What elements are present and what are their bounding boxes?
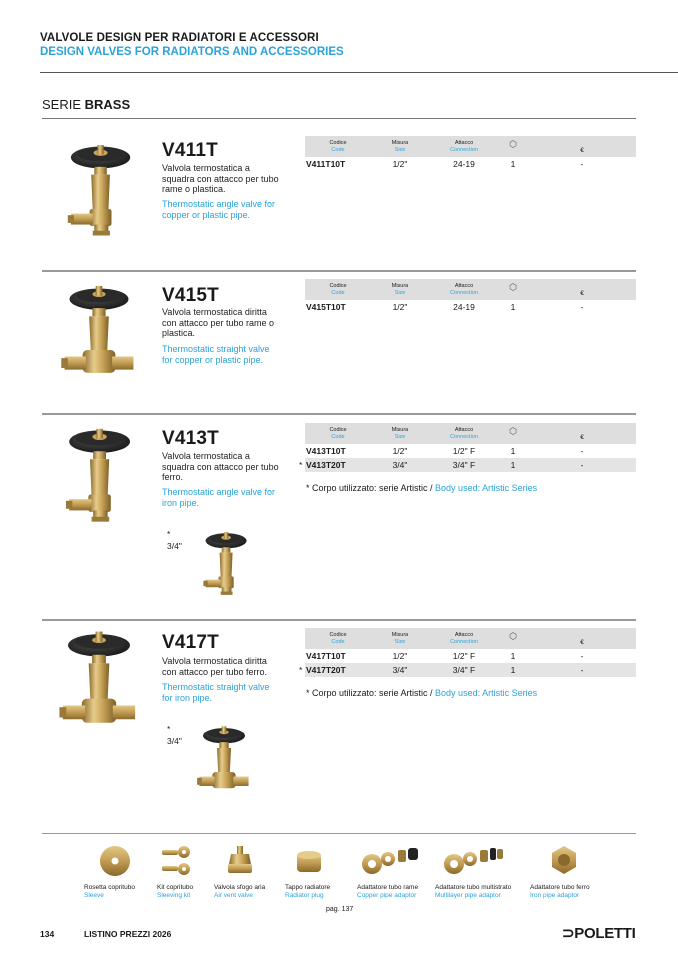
product-table: [299, 628, 636, 677]
col-size: Misura Size: [391, 140, 409, 153]
accessory-label: Adattatore tubo ferro Iron pipe adaptor: [530, 884, 590, 899]
accessory-label: Tappo radiatore Radiator plug: [285, 884, 331, 899]
sleeve-image: [98, 844, 132, 878]
col-connection: Attacco Connection: [450, 140, 478, 153]
valve-v411t-image: [60, 134, 138, 248]
product-description-en: Thermostatic straight valve for copper or plastic pipe.: [162, 344, 270, 365]
table-row: * V413T20T 3/4" 3/4" F 1 -: [305, 458, 636, 472]
page-number: 134: [40, 929, 55, 939]
table-header: [305, 136, 636, 157]
variant-size-label: * 3/4": [167, 529, 182, 551]
box-icon: ⬡: [509, 282, 517, 292]
col-code: Codice Code: [329, 140, 347, 153]
multilayer-pipe-adaptor-image: [442, 844, 508, 878]
product-code: V415T: [162, 285, 219, 306]
body-note: * Corpo utilizzato: serie Artistic / Body used: Artistic Series: [306, 688, 538, 698]
product-description-en: Thermostatic straight valve for iron pipe.: [162, 682, 270, 703]
accessory-label: Kit copritubo Sleeving kit: [157, 884, 194, 899]
air-vent-valve-image: [226, 844, 254, 878]
sleeving-kit-image: [160, 844, 192, 878]
product-description-it: Valvola termostatica diritta con attacco per tubo ferro.: [162, 656, 268, 677]
series-heading: SERIE BRASS: [42, 97, 131, 112]
page-title-en: DESIGN VALVES FOR RADIATORS AND ACCESSORIES: [40, 46, 344, 58]
box-icon: ⬡: [509, 139, 517, 149]
copper-pipe-adaptor-image: [360, 844, 422, 878]
logo-icon: ⊃: [562, 925, 575, 942]
brand-logo: ⊃POLETTI: [562, 925, 636, 942]
product-table: [305, 136, 636, 171]
header-divider: [40, 72, 678, 73]
product-description-en: Thermostatic angle valve for iron pipe.: [162, 487, 276, 508]
col-price: €: [580, 147, 584, 154]
valve-v417t20t-image: [192, 724, 256, 800]
accessories-divider: [42, 833, 636, 834]
valve-v417t-image: [56, 627, 142, 741]
accessory-label: Adattatore tubo rame Copper pipe adaptor: [357, 884, 419, 899]
page-reference: pag. 137: [326, 906, 354, 913]
product-description-en: Thermostatic angle valve for copper or plastic pipe.: [162, 199, 276, 220]
series-name: BRASS: [84, 97, 131, 112]
table-row: * V417T20T 3/4" 3/4" F 1 -: [305, 663, 636, 677]
section-divider: [42, 413, 636, 415]
table-row: V417T10T 1/2" 1/2" F 1 -: [306, 651, 584, 661]
page-title-it: VALVOLE DESIGN PER RADIATORI E ACCESSORI: [40, 32, 319, 44]
product-description-it: Valvola termostatica a squadra con attacco per tubo ferro.: [162, 451, 279, 483]
table-row: V413T10T 1/2" 1/2" F 1 -: [306, 446, 584, 456]
product-description-it: Valvola termostatica a squadra con attacco per tubo rame o plastica.: [162, 163, 279, 195]
box-icon: ⬡: [509, 426, 517, 436]
table-header: Codice Code Misura Size Attacco Connection ⬡ €: [305, 423, 636, 444]
table-row: V411T10T 1/2" 24-19 1 -: [306, 159, 584, 169]
product-table: [299, 423, 636, 472]
section-divider: [42, 270, 636, 272]
variant-size-label: * 3/4": [167, 724, 182, 746]
body-note: * Corpo utilizzato: serie Artistic / Body used: Artistic Series: [306, 483, 538, 493]
product-code: V411T: [162, 140, 218, 161]
box-icon: ⬡: [509, 631, 517, 641]
footer-title: LISTINO PREZZI 2026: [84, 929, 172, 939]
accessory-label: Adattatore tubo multistrato Multilayer pipe adaptor: [435, 884, 512, 899]
table-header: Codice Code Misura Size Attacco Connection ⬡ €: [305, 279, 636, 300]
table-header: Codice Code Misura Size Attacco Connection ⬡ €: [305, 628, 636, 649]
valve-v413t-image: [58, 420, 138, 532]
table-row: V415T10T 1/2" 24-19 1 -: [306, 302, 584, 312]
accessory-label: Rosetta copritubo Sleeve: [84, 884, 135, 899]
section-divider: [42, 619, 636, 621]
iron-pipe-adaptor-image: [548, 844, 580, 878]
valve-v413t20t-image: [198, 528, 252, 600]
accessory-label: Valvola sfogo aria Air vent valve: [214, 884, 266, 899]
product-table: [305, 279, 636, 314]
product-description-it: Valvola termostatica diritta con attacco per tubo rame o plastica.: [162, 307, 275, 339]
product-code: V413T: [162, 428, 219, 449]
radiator-plug-image: [294, 844, 324, 878]
series-divider: [42, 118, 636, 119]
product-code: V417T: [162, 632, 219, 653]
valve-v415t-image: [58, 280, 140, 392]
